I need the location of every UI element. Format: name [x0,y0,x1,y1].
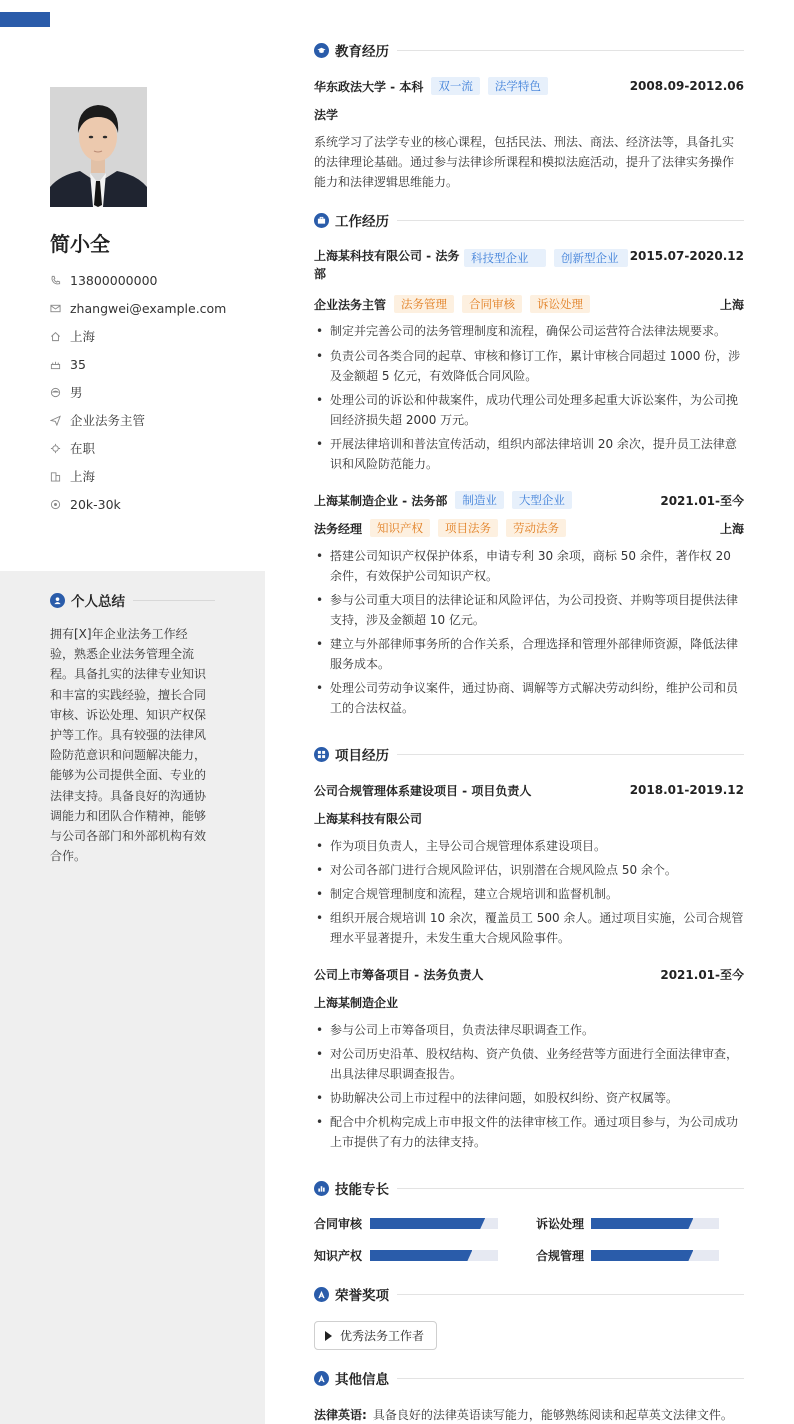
skill-bar [370,1218,498,1229]
salary-icon [50,499,70,510]
projects-heading [314,744,744,764]
accent-bar [0,12,50,27]
info-icon [314,1371,329,1386]
info-salary [50,490,260,518]
divider [397,1188,744,1189]
grid-icon [314,747,329,762]
role-tag: 项目法务 [438,519,498,537]
company-tag: 制造业 [455,491,504,509]
city-icon [50,471,70,482]
home-icon [50,331,70,342]
skill-bar-fill [591,1250,693,1261]
skill-label: 知识产权 [314,1249,363,1263]
list-item: • 对公司各部门进行合规风险评估，识别潜在合规风险点 50 余个。 [314,860,744,880]
skill-bar-fill [370,1218,485,1229]
school-tag: 双一流 [431,77,480,95]
email-text: zhangwei@example.com [70,300,227,316]
email-icon [50,303,70,314]
phone-text: 13800000000 [70,272,158,288]
skill-bar-fill [591,1218,693,1229]
work-title: 工作经历 [335,214,389,230]
major-row [314,105,744,123]
company-tag: 创新型企业 [554,249,628,267]
skill-bar [591,1250,719,1261]
project-org: 上海某制造企业 [314,995,399,1010]
award-icon [314,1287,329,1302]
job-location: 上海 [719,521,744,536]
job-header-row [314,491,744,509]
info-email [50,294,260,322]
company-name: 上海某科技有限公司 - 法务部 [314,249,460,281]
divider [133,600,215,601]
other-info-row [314,1405,744,1423]
divider [397,1378,744,1379]
role-tag: 知识产权 [370,519,430,537]
phone-icon [50,275,70,286]
contact-info-list [50,266,260,518]
divider [397,220,744,221]
other-heading [314,1368,744,1388]
divider [397,1294,744,1295]
other-title: 其他信息 [335,1372,389,1388]
work-heading [314,210,744,230]
project-org-row [314,809,744,827]
skill-bar-fill [370,1250,472,1261]
list-item: • 作为项目负责人，主导公司合规管理体系建设项目。 [314,836,744,856]
age-icon [50,359,70,370]
major: 法学 [314,107,339,122]
job-period: 2015.07-2020.12 [629,249,744,263]
list-item: • 对公司历史沿革、股权结构、资产负债、业务经营等方面进行全面法律审查，出具法律尽职调查报告。 [314,1044,744,1084]
bar-chart-icon [314,1181,329,1196]
list-item: • 处理公司劳动争议案件，通过协商、调解等方式解决劳动纠纷，维护公司和员工的合法权益。 [314,678,744,718]
salary-text: 20k-30k [70,496,121,512]
gender-icon [50,387,70,398]
project-period: 2021.01-至今 [660,967,744,982]
skill-label: 诉讼处理 [536,1217,585,1231]
school-name: 华东政法大学 - 本科 [314,79,424,94]
job-location: 上海 [719,297,744,312]
job-period: 2021.01-至今 [660,493,744,508]
job-role: 法务经理 [314,521,363,536]
job-role: 企业法务主管 [314,297,387,312]
role-tag: 合同审核 [462,295,522,313]
awards-title: 荣誉奖项 [335,1288,389,1304]
candidate-name: 简小全 [50,232,110,256]
list-item: • 参与公司上市筹备项目，负责法律尽职调查工作。 [314,1020,744,1040]
project-org-row [314,993,744,1011]
role-tag: 法务管理 [394,295,454,313]
skill-label: 合同审核 [314,1217,363,1231]
other-text: 具备良好的法律英语读写能力，能够熟练阅读和起草英文法律文件。 [372,1407,733,1422]
status-text: 在职 [70,441,96,456]
age-text: 35 [70,356,86,372]
skills-title: 技能专长 [335,1182,389,1198]
list-item: • 协助解决公司上市过程中的法律问题，如股权纠纷、资产权属等。 [314,1088,744,1108]
divider [397,754,744,755]
gender-text: 男 [70,385,83,400]
list-item: • 制定并完善公司的法务管理制度和流程，确保公司运营符合法律法规要求。 [314,321,744,341]
school-tag: 法学特色 [488,77,548,95]
list-item: • 制定合规管理制度和流程，建立合规培训和监督机制。 [314,884,744,904]
avatar [50,87,147,207]
city-text: 上海 [70,469,96,484]
info-home [50,322,260,350]
play-icon [325,1331,332,1341]
company-tag: 科技型企业 [464,249,546,267]
list-item: • 搭建公司知识产权保护体系，申请专利 30 余项，商标 50 余件，著作权 20 余件，有效保护公司知识产权。 [314,546,744,586]
project-org: 上海某科技有限公司 [314,811,423,826]
other-label: 法律英语: [314,1407,367,1422]
projects-title: 项目经历 [335,748,389,764]
position-text: 企业法务主管 [70,413,146,428]
list-item: • 组织开展合规培训 10 余次，覆盖员工 500 余人。通过项目实施，公司合规管理水平显著提升，未发生重大合规风险事件。 [314,908,744,948]
user-icon [50,593,65,608]
info-city [50,462,260,490]
job-header-row [314,247,744,283]
info-age [50,350,260,378]
list-item: • 参与公司重大项目的法律论证和风险评估，为公司投资、并购等项目提供法律支持，涉及金额超 10 亿元。 [314,590,744,630]
list-item: • 负责公司各类合同的起草、审核和修订工作，累计审核合同超过 1000 份，涉及金额超 5 亿元，有效降低合同风险。 [314,346,744,386]
home-text: 上海 [70,329,96,344]
job-role-row [314,519,744,537]
skills-heading [314,1178,744,1198]
project-header-row [314,781,744,799]
list-item: • 建立与外部律师事务所的合作关系，合理选择和管理外部律师资源，降低法律服务成本。 [314,634,744,674]
project-header-row [314,965,744,983]
education-title: 教育经历 [335,44,389,60]
education-heading [314,40,744,60]
position-icon [50,415,70,426]
skill-bar [591,1218,719,1229]
list-item: • 配合中介机构完成上市申报文件的法律审核工作。通过项目参与，为公司成功上市提供了有力的法律支持。 [314,1112,744,1152]
education-period: 2008.09-2012.06 [629,79,744,93]
award-label: 优秀法务工作者 [340,1329,425,1343]
summary-text: 拥有[X]年企业法务工作经验，熟悉企业法务管理全流程。具备扎实的法律专业知识和丰富的实践经验，擅长合同审核、诉讼处理、知识产权保护等工作。具有较强的法律风险防范意识和问题解决能力，能够为公司提供全面、专业的法律支持。具备良好的沟通协调能力和团队合作精神，能够与公司各部门和外部机构有效合作。 [50,627,207,864]
skill-bar [370,1250,498,1261]
project-period: 2018.01-2019.12 [629,783,744,797]
info-gender [50,378,260,406]
job-role-row [314,295,744,313]
graduation-cap-icon [314,43,329,58]
project-name: 公司上市筹备项目 - 法务负责人 [314,967,484,982]
list-item: • 开展法律培训和普法宣传活动，组织内部法律培训 20 余次，提升员工法律意识和风险防范能力。 [314,434,744,474]
status-icon [50,443,70,454]
summary-heading [50,590,215,610]
divider [397,50,744,51]
info-position [50,406,260,434]
project-name: 公司合规管理体系建设项目 - 项目负责人 [314,783,532,798]
info-status [50,434,260,462]
role-tag: 诉讼处理 [530,295,590,313]
summary-title: 个人总结 [71,594,125,610]
role-tag: 劳动法务 [506,519,566,537]
awards-heading [314,1284,744,1304]
education-description: 系统学习了法学专业的核心课程，包括民法、刑法、商法、经济法等，具备扎实的法律理论基础。通过参与法律诊所课程和模拟法庭活动，提升了法律实务操作能力和法律逻辑思维能力。 [314,135,735,189]
education-header-row [314,77,744,95]
skill-label: 合规管理 [536,1249,585,1263]
company-name: 上海某制造企业 - 法务部 [314,493,448,508]
award-item[interactable] [314,1321,437,1350]
info-phone [50,266,260,294]
briefcase-icon [314,213,329,228]
list-item: • 处理公司的诉讼和仲裁案件，成功代理公司处理多起重大诉讼案件，为公司挽回经济损失超 2000 万元。 [314,390,744,430]
company-tag: 大型企业 [512,491,572,509]
